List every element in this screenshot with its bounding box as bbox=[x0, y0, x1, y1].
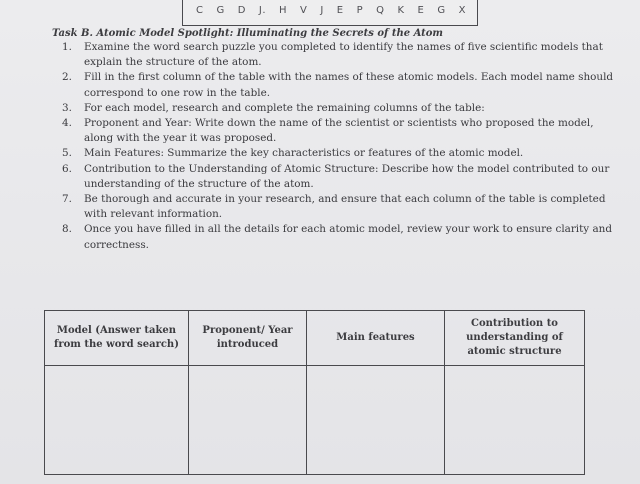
puzzle-letter: K bbox=[397, 5, 405, 16]
puzzle-letter: E bbox=[417, 5, 425, 16]
table-header-row bbox=[45, 311, 585, 366]
instruction-text: For each model, research and complete the remaining columns of the table: bbox=[84, 101, 485, 114]
header-proponent-year: Proponent/ Year introduced bbox=[189, 311, 307, 366]
puzzle-letter: E bbox=[336, 5, 344, 16]
instruction-text: Fill in the first column of the table with the names of these atomic models. Each model name should correspond to one row in the table. bbox=[84, 71, 614, 99]
instruction-item bbox=[62, 101, 622, 116]
instruction-number: 1. bbox=[62, 41, 72, 53]
puzzle-letter: V bbox=[300, 5, 308, 16]
instruction-item bbox=[62, 146, 622, 161]
instruction-item bbox=[62, 40, 622, 70]
puzzle-letter: X bbox=[458, 5, 466, 16]
instruction-number: 8. bbox=[62, 223, 72, 236]
puzzle-letter: D bbox=[237, 5, 246, 16]
puzzle-letter: H bbox=[279, 5, 288, 16]
puzzle-letter: C bbox=[196, 5, 204, 16]
instruction-text: Contribution to the Understanding of Atomic Structure: Describe how the model contributed to our understanding of the structure of the atom. bbox=[84, 162, 610, 190]
puzzle-letter: G bbox=[216, 5, 225, 16]
atomic-model-table bbox=[44, 310, 585, 475]
task-title: Task B. Atomic Model Spotlight: Illuminating the Secrets of the Atom bbox=[52, 28, 444, 39]
proponent-year-cell[interactable] bbox=[189, 366, 307, 475]
instruction-number: 7. bbox=[62, 193, 72, 206]
table-row bbox=[45, 366, 585, 475]
instruction-item bbox=[62, 192, 622, 222]
main-features-cell[interactable] bbox=[307, 366, 445, 475]
instruction-number: 3. bbox=[62, 101, 72, 114]
puzzle-letter: J. bbox=[258, 5, 267, 16]
puzzle-letter: J bbox=[320, 5, 324, 16]
instruction-item bbox=[62, 222, 622, 252]
instruction-number: 2. bbox=[62, 71, 72, 84]
puzzle-letter: Q bbox=[376, 5, 385, 16]
puzzle-letter: G bbox=[437, 5, 446, 16]
instruction-list bbox=[62, 40, 622, 253]
instruction-number: 6. bbox=[62, 162, 72, 175]
instruction-item bbox=[62, 116, 622, 146]
instruction-number: 5. bbox=[62, 147, 72, 160]
model-cell[interactable] bbox=[45, 366, 189, 475]
instruction-text: Examine the word search puzzle you completed to identify the names of five scientific models that explain the structure of the atom. bbox=[84, 41, 603, 69]
instruction-text: Once you have filled in all the details for each atomic model, review your work to ensure clarity and correctness. bbox=[84, 223, 613, 251]
header-main-features: Main features bbox=[307, 311, 445, 366]
puzzle-letter: P bbox=[356, 5, 364, 16]
instruction-number: 4. bbox=[62, 117, 72, 130]
instruction-item bbox=[62, 162, 622, 192]
contribution-cell[interactable] bbox=[445, 366, 585, 475]
header-model: Model (Answer taken from the word search) bbox=[45, 311, 189, 366]
instruction-text: Main Features: Summarize the key characteristics or features of the atomic model. bbox=[84, 147, 524, 160]
header-contribution: Contribution to understanding of atomic structure bbox=[445, 311, 585, 366]
instruction-item bbox=[62, 70, 622, 100]
instruction-text: Be thorough and accurate in your research, and ensure that each column of the table is completed with relevant information. bbox=[84, 193, 606, 221]
word-search-letters bbox=[196, 5, 466, 16]
instruction-text: Proponent and Year: Write down the name of the scientist or scientists who proposed the model, along with the year it was proposed. bbox=[84, 117, 594, 145]
